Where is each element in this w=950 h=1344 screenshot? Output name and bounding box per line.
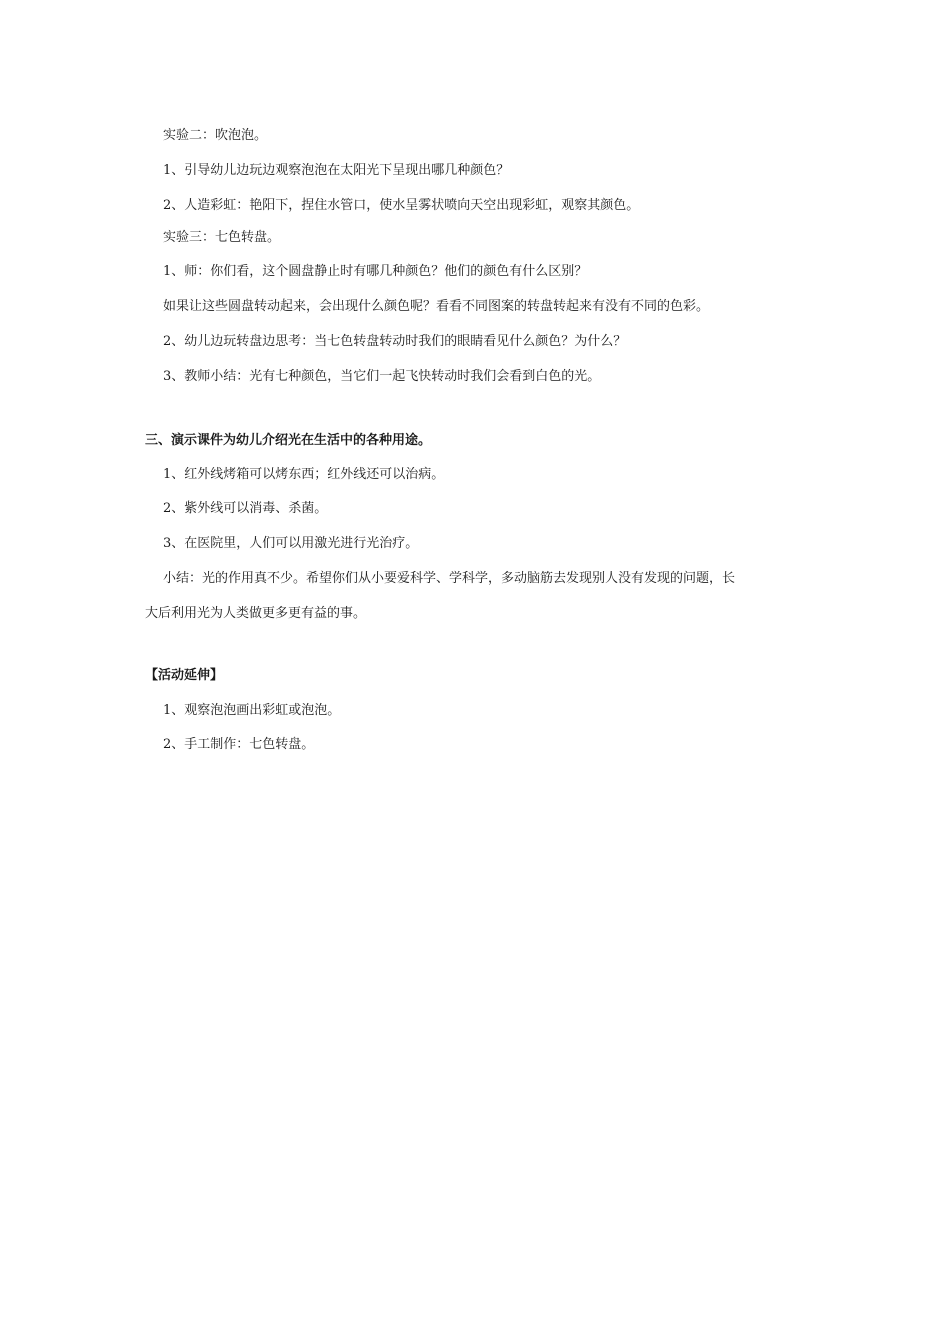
experiment-3-item-1: 1、师：你们看，这个圆盘静止时有哪几种颜色？他们的颜色有什么区别？	[163, 264, 588, 279]
extension-item-2: 2、手工制作：七色转盘。	[163, 737, 315, 752]
experiment-3-item-2: 2、幼儿边玩转盘边思考：当七色转盘转动时我们的眼睛看见什么颜色？为什么？	[163, 334, 627, 349]
section-3-heading: 三、演示课件为幼儿介绍光在生活中的各种用途。	[145, 433, 432, 448]
section-3-item-2: 2、紫外线可以消毒、杀菌。	[163, 501, 328, 516]
section-3-item-1: 1、红外线烤箱可以烤东西；红外线还可以治病。	[163, 467, 445, 482]
experiment-2-title: 实验二：吹泡泡。	[163, 128, 268, 143]
experiment-3-item-1-continued: 如果让这些圆盘转动起来，会出现什么颜色呢？看看不同图案的转盘转起来有没有不同的色彩。	[163, 299, 710, 314]
experiment-3-item-3: 3、教师小结：光有七种颜色，当它们一起飞快转动时我们会看到白色的光。	[163, 369, 601, 384]
experiment-2-item-1: 1、引导幼儿边玩边观察泡泡在太阳光下呈现出哪几种颜色？	[163, 163, 510, 178]
section-3-summary-line-1: 小结：光的作用真不少。希望你们从小要爱科学、学科学，多动脑筋去发现别人没有发现的问题，长	[163, 571, 736, 586]
experiment-2-item-2: 2、人造彩虹：艳阳下，捏住水管口，使水呈雾状喷向天空出现彩虹，观察其颜色。	[163, 198, 640, 213]
section-3-item-3: 3、在医院里，人们可以用激光进行光治疗。	[163, 536, 419, 551]
experiment-3-title: 实验三：七色转盘。	[163, 230, 281, 245]
section-3-summary-line-2: 大后利用光为人类做更多更有益的事。	[145, 606, 367, 621]
extension-item-1: 1、观察泡泡画出彩虹或泡泡。	[163, 703, 341, 718]
extension-heading: 【活动延伸】	[145, 668, 224, 683]
